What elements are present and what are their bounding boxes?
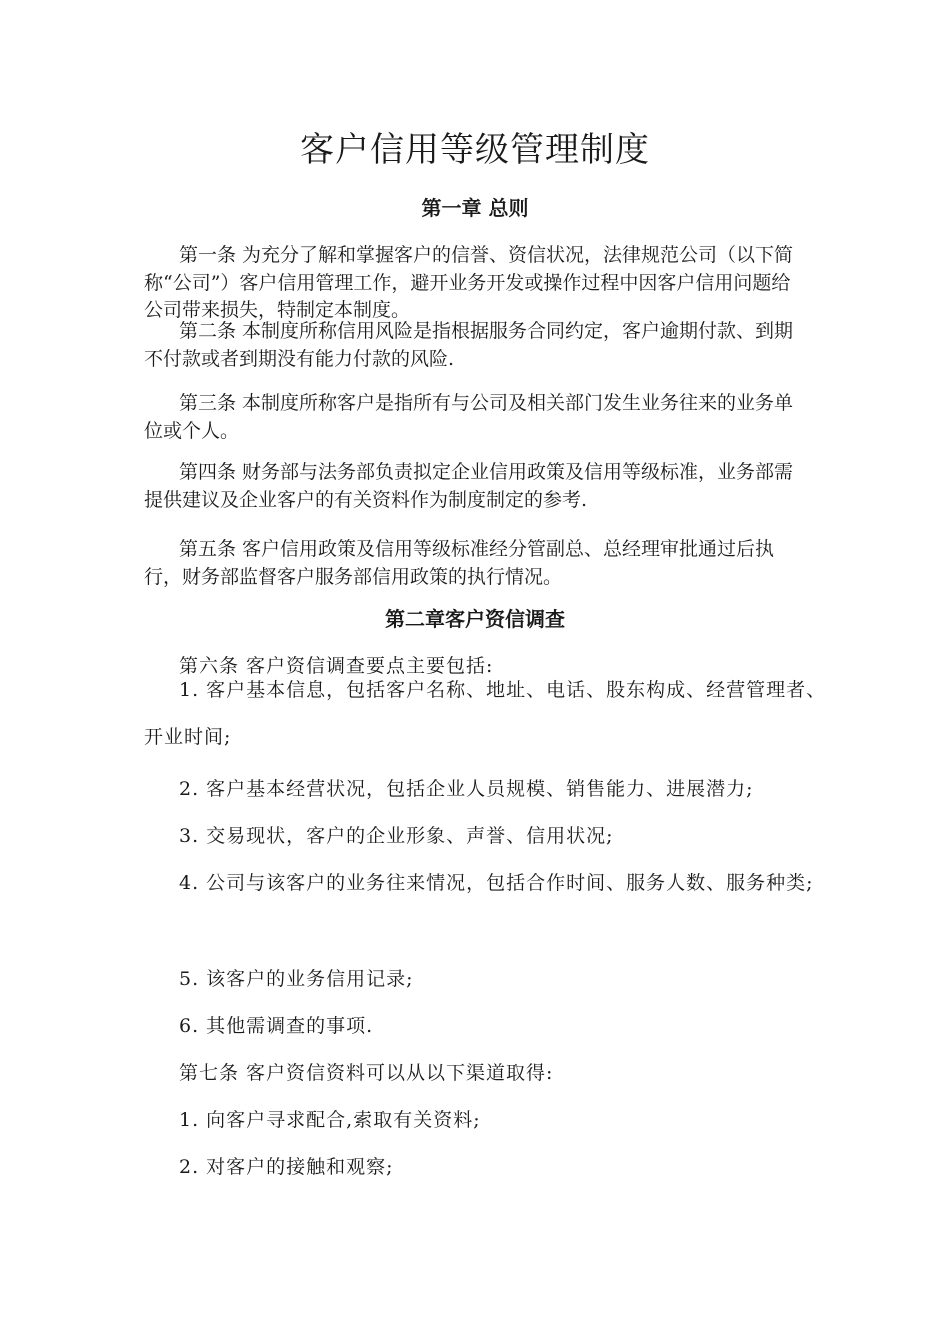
article-7: 第七条 客户资信资料可以从以下渠道取得: — [179, 1062, 554, 1084]
article-7-item-1: 1. 向客户寻求配合,索取有关资料; — [179, 1109, 481, 1131]
article-6-item-4: 4. 公司与该客户的业务往来情况，包括合作时间、服务人数、服务种类; — [179, 872, 814, 894]
article-3: 第三条 本制度所称客户是指所有与公司及相关部门发生业务往来的业务单位或个人。 — [144, 392, 794, 442]
article-2: 第二条 本制度所称信用风险是指根据服务合同约定，客户逾期付款、到期不付款或者到期没有能力付款的风险. — [144, 320, 794, 370]
article-6: 第六条 客户资信调查要点主要包括: — [179, 655, 494, 677]
article-6-item-3: 3. 交易现状，客户的企业形象、声誉、信用状况; — [179, 825, 614, 847]
article-7-item-2: 2. 对客户的接触和观察; — [179, 1156, 394, 1178]
chapter-2-heading: 第二章客户资信调查 — [385, 607, 565, 631]
document-title: 客户信用等级管理制度 — [300, 130, 650, 170]
article-6-item-6: 6. 其他需调查的事项. — [179, 1015, 374, 1037]
chapter-1-heading: 第一章 总则 — [421, 196, 529, 220]
article-6-item-2: 2. 客户基本经营状况，包括企业人员规模、销售能力、进展潜力; — [179, 778, 754, 800]
article-1: 第一条 为充分了解和掌握客户的信誉、资信状况，法律规范公司（以下简称“公司”）客户信用管理工作，避开业务开发或操作过程中因客户信用问题给公司带来损失，特制定本制度。 — [144, 244, 794, 321]
article-6-item-5: 5. 该客户的业务信用记录; — [179, 968, 414, 990]
article-4: 第四条 财务部与法务部负责拟定企业信用政策及信用等级标准，业务部需提供建议及企业客户的有关资料作为制度制定的参考. — [144, 461, 794, 511]
article-6-item-1: 1. 客户基本信息，包括客户名称、地址、电话、股东构成、经营管理者、开业时间; — [144, 679, 827, 748]
article-5: 第五条 客户信用政策及信用等级标准经分管副总、总经理审批通过后执行，财务部监督客户服务部信用政策的执行情况。 — [144, 538, 775, 588]
